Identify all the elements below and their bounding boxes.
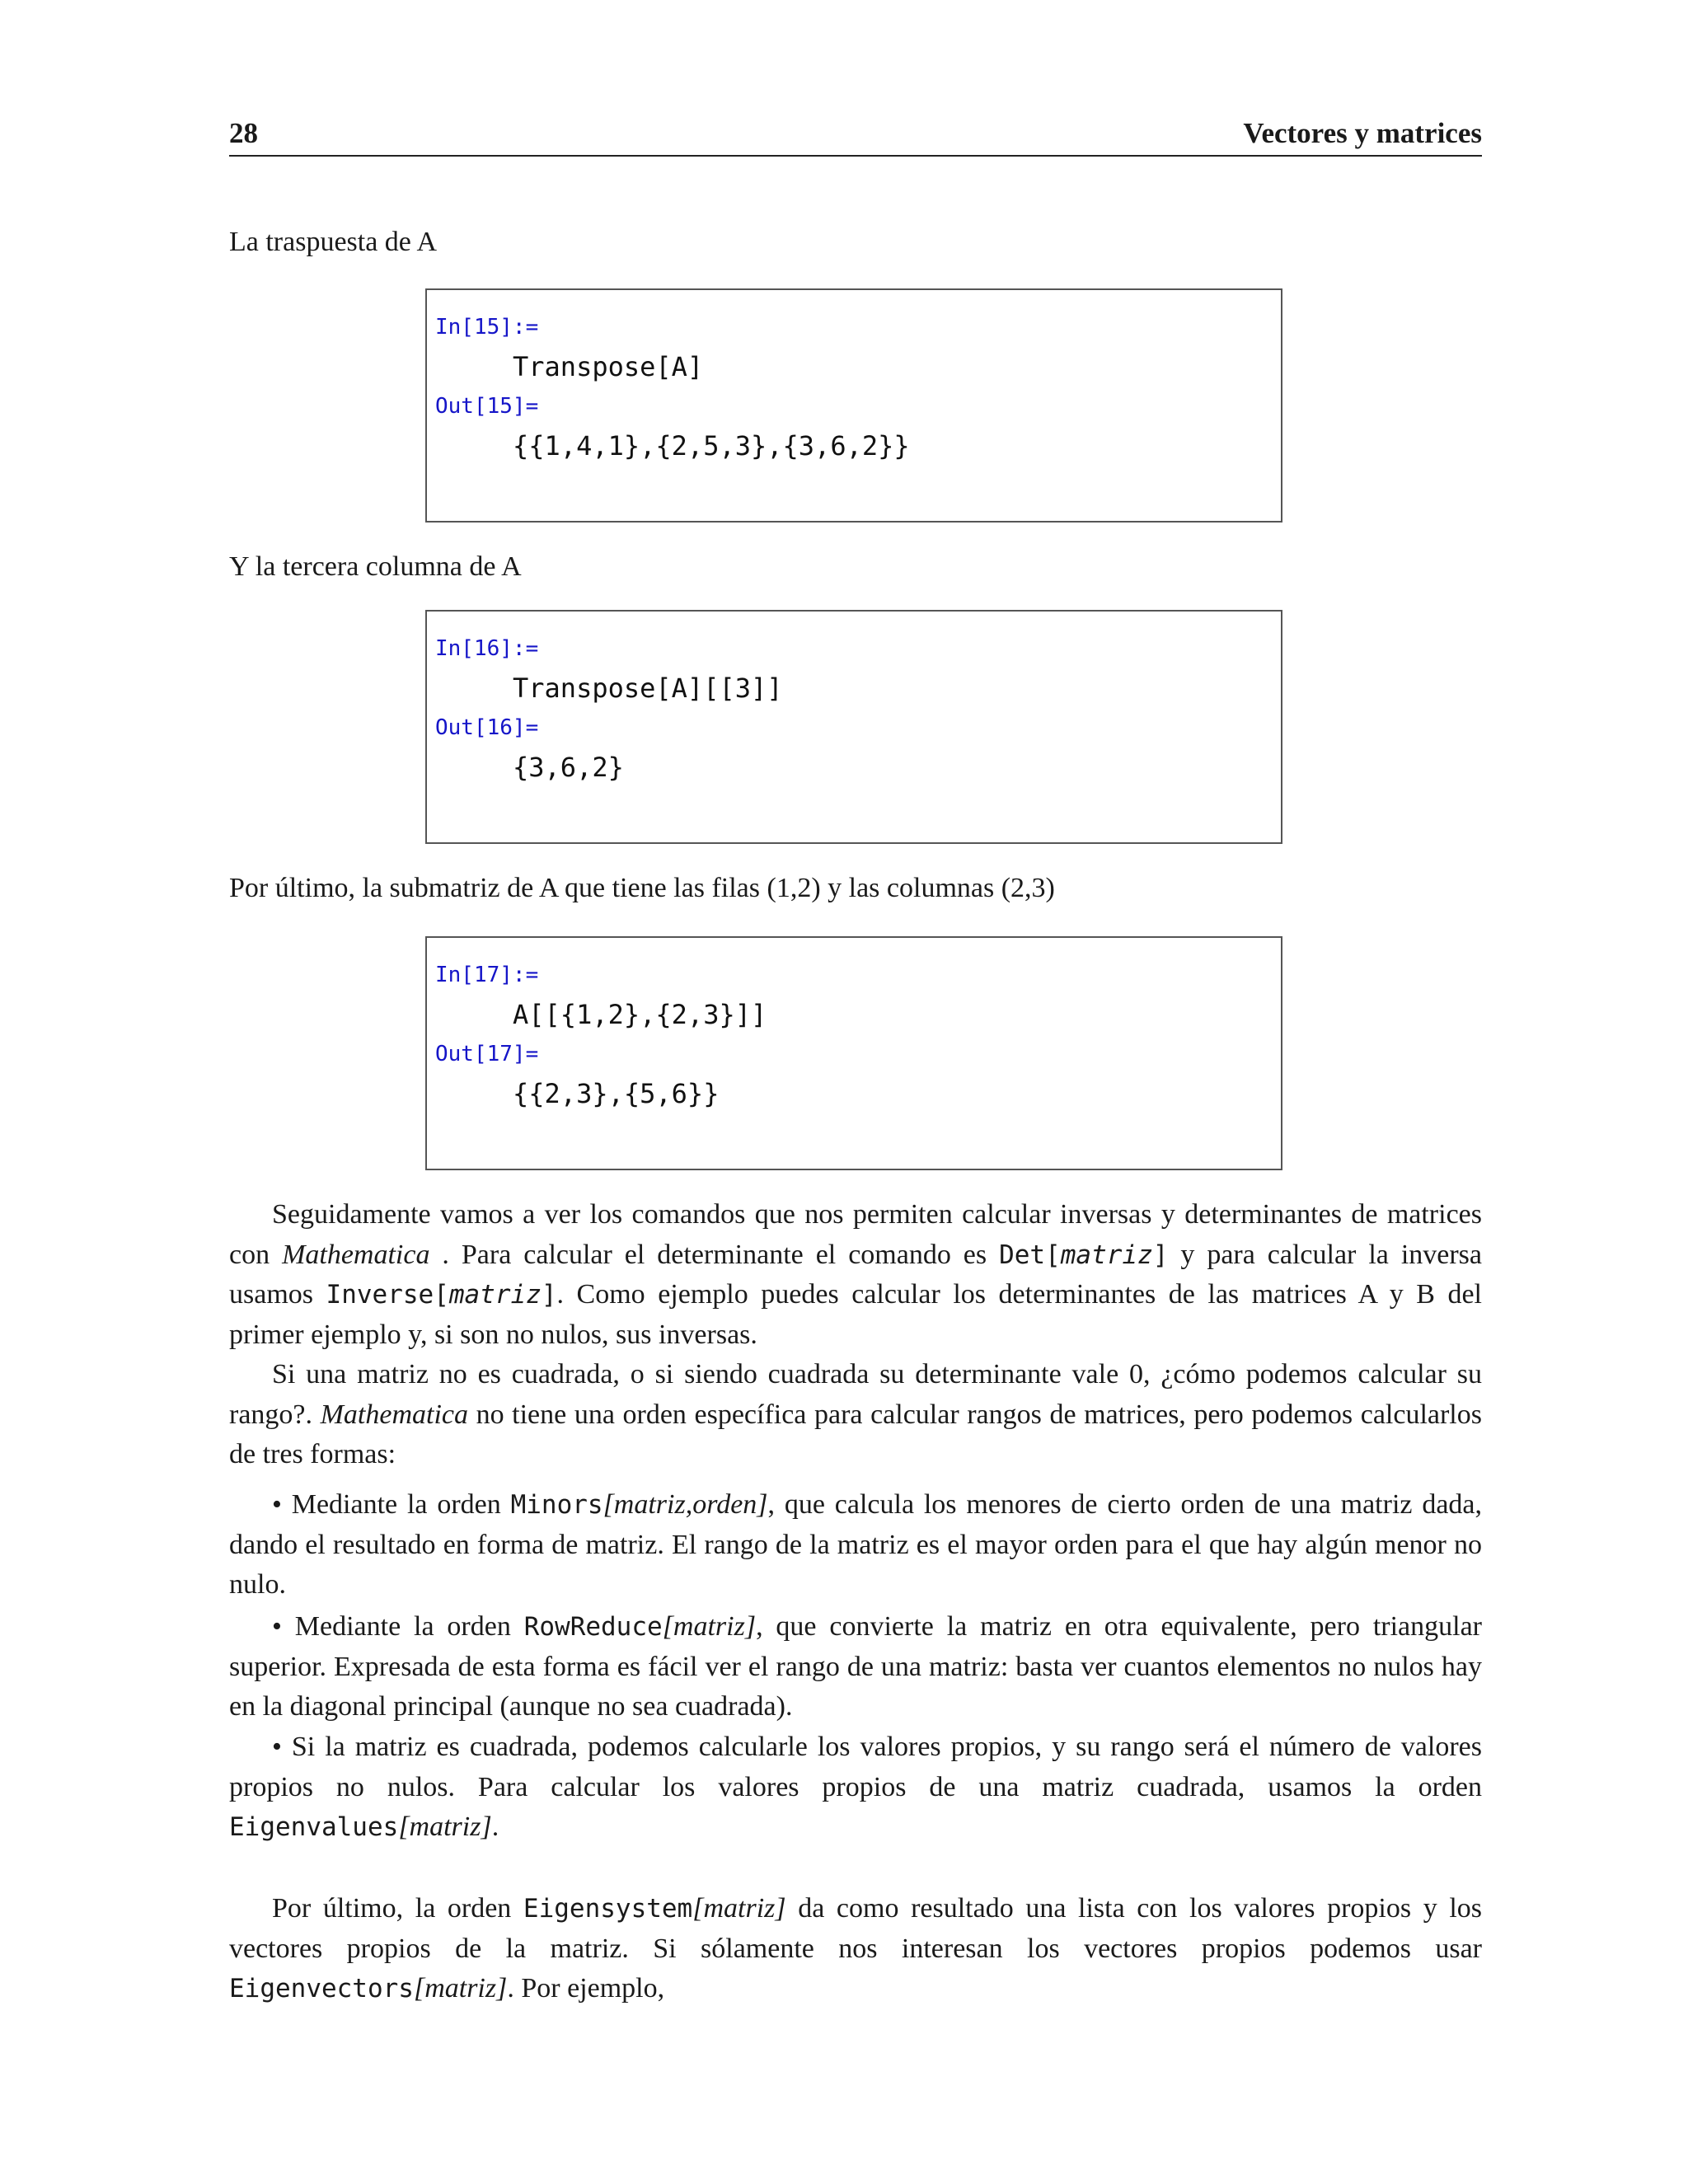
- mathematica-name: Mathematica: [320, 1399, 468, 1430]
- output-prompt: Out[15]=: [435, 394, 539, 419]
- rowreduce-command: RowReduce: [523, 1612, 663, 1642]
- page-number: 28: [229, 117, 258, 149]
- inverse-command: Inverse[: [326, 1280, 449, 1310]
- submatrix-intro: Por último, la submatriz de A que tiene las filas (1,2) y las columnas (2,3): [229, 873, 1055, 903]
- output-prompt: Out[17]=: [435, 1042, 539, 1066]
- eigenvectors-command: Eigenvectors: [229, 1974, 414, 2004]
- output-result: {{2,3},{5,6}}: [513, 1078, 720, 1109]
- running-header: [229, 115, 1482, 157]
- output-result: {3,6,2}: [513, 752, 624, 783]
- input-prompt: In[17]:=: [435, 963, 539, 987]
- minors-command: Minors: [510, 1490, 603, 1520]
- eigensystem-command: Eigensystem: [523, 1894, 693, 1924]
- code-cell-15[interactable]: [425, 288, 1282, 523]
- input-code[interactable]: Transpose[A]: [513, 351, 704, 382]
- input-code[interactable]: A[[{1,2},{2,3}]]: [513, 999, 767, 1030]
- det-command: Det[: [999, 1240, 1061, 1270]
- code-cell-17[interactable]: [425, 936, 1282, 1170]
- mathematica-name: Mathematica: [282, 1239, 430, 1270]
- bullet-minors: • Mediante la orden Minors[matriz,orden], que calcula los menores de cierto orden de una matriz dada, dando el resultado en forma de matriz. El rango de la matriz es el mayor orden para el que hay algún menor no nulo.: [229, 1489, 1483, 1600]
- input-code[interactable]: Transpose[A][[3]]: [513, 673, 783, 704]
- paragraph-inverse-determinant: Seguidamente vamos a ver los comandos que nos permiten calcular inversas y determinantes de matrices con Mathematica . Para calcular el determinante el comando es Det[matriz] y para calcular la inversa usamos Inverse[matriz]. Como ejemplo puedes calcular los determinantes de las matrices A y B del primer ejemplo y, si son no nulos, sus inversas.: [229, 1199, 1483, 1350]
- input-prompt: In[16]:=: [435, 636, 539, 661]
- code-cell-16[interactable]: [425, 610, 1282, 844]
- paragraph-rank: Si una matriz no es cuadrada, o si siendo cuadrada su determinante vale 0, ¿cómo podemos calcular su rango?. Mathematica no tiene una orden específica para calcular rangos de matrices, pero podemos calcularlos de tres formas:: [229, 1359, 1482, 1469]
- paragraph-eigensystem: Por último, la orden Eigensystem[matriz] da como resultado una lista con los valores propios y los vectores propios de la matriz. Si sólamente nos interesan los vectores propios podemos usar Eigenvectors[matriz]. Por ejemplo,: [229, 1893, 1482, 2004]
- output-result: {{1,4,1},{2,5,3},{3,6,2}}: [513, 430, 910, 462]
- column-intro: Y la tercera columna de A: [229, 551, 522, 582]
- transpose-intro: La traspuesta de A: [229, 227, 438, 257]
- bullet-eigenvalues: • Si la matriz es cuadrada, podemos calcularle los valores propios, y su rango será el número de valores propios no nulos. Para calcular los valores propios de una matriz cuadrada, usamos la orden Eigenvalues[matriz].: [229, 1732, 1482, 1842]
- chapter-title: Vectores y matrices: [1243, 117, 1482, 149]
- bullet-rowreduce: • Mediante la orden RowReduce[matriz], que convierte la matriz en otra equivalente, pero triangular superior. Expresada de esta forma es fácil ver el rango de una matriz: basta ver cuantos elementos no nulos hay en la diagonal principal (aunque no sea cuadrada).: [229, 1611, 1482, 1722]
- input-prompt: In[15]:=: [435, 315, 539, 340]
- eigenvalues-command: Eigenvalues: [229, 1812, 399, 1842]
- output-prompt: Out[16]=: [435, 715, 539, 740]
